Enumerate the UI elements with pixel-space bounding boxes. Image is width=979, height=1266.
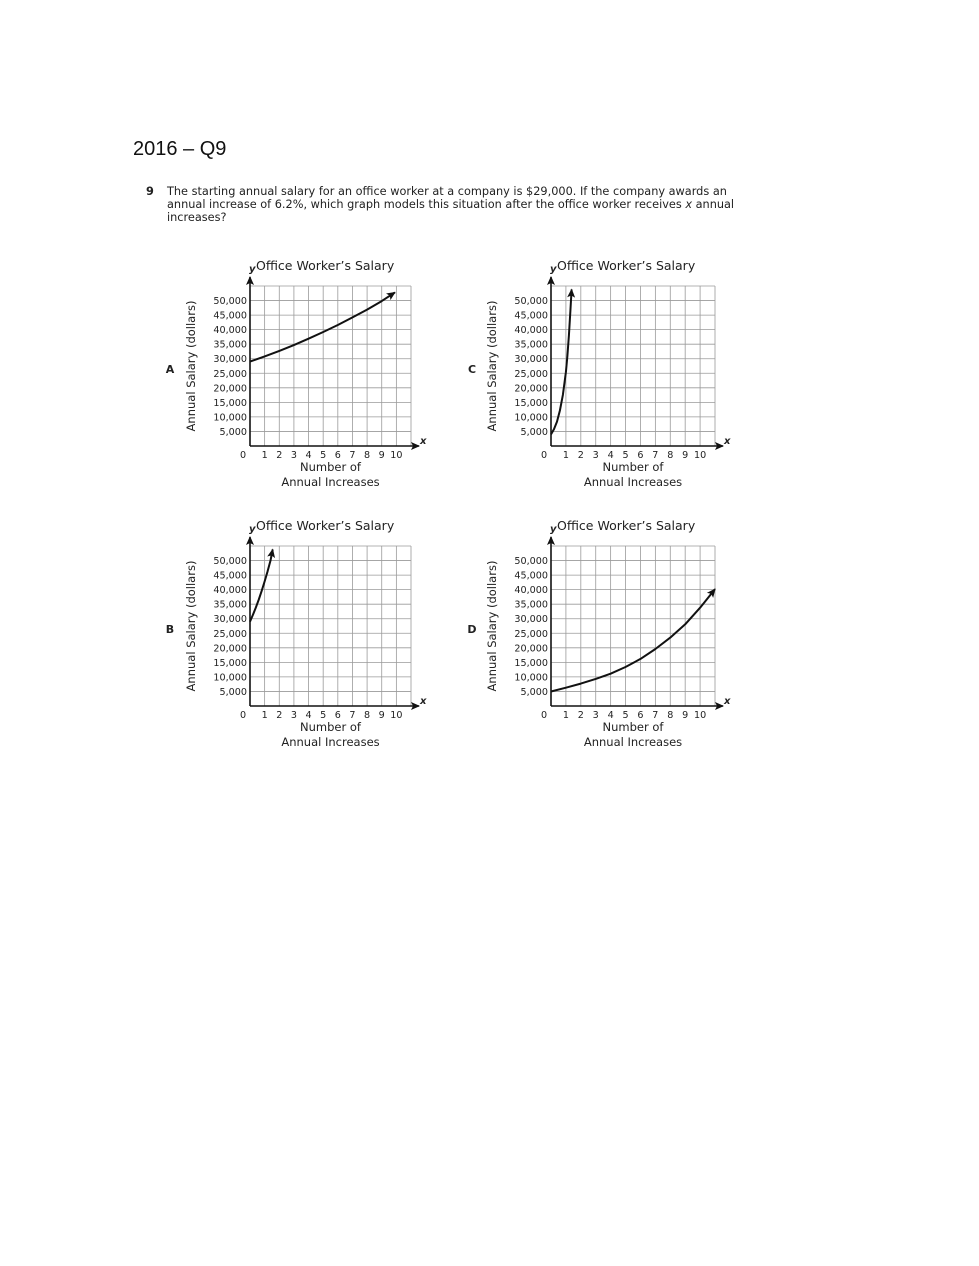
- y-tick-label: 30,000: [213, 354, 247, 366]
- y-tick-label: 40,000: [213, 585, 247, 597]
- x-axis-label: Number of: [602, 460, 664, 474]
- x-axis-variable: x: [724, 696, 731, 707]
- y-axis-variable: y: [550, 264, 557, 275]
- chart-title: Office Worker’s Salary: [557, 518, 696, 533]
- series-curve-a: [250, 292, 395, 361]
- x-tick-label: 6: [637, 450, 644, 461]
- y-tick-label: 5,000: [520, 426, 548, 438]
- x-tick-label: 4: [607, 710, 614, 721]
- x-tick-label: 5: [622, 710, 629, 721]
- x-axis-label: Number of: [602, 720, 664, 734]
- y-tick-label: 15,000: [213, 657, 247, 669]
- choice-letter: B: [165, 623, 175, 636]
- y-tick-label: 40,000: [514, 325, 548, 337]
- origin-label: 0: [540, 710, 548, 721]
- chart-title: Office Worker’s Salary: [256, 258, 395, 273]
- y-tick-label: 50,000: [213, 556, 247, 568]
- y-tick-label: 35,000: [213, 339, 247, 351]
- choice-letter: C: [467, 363, 477, 376]
- y-tick-label: 20,000: [213, 383, 247, 395]
- x-tick-label: 2: [276, 710, 283, 721]
- y-tick-label: 50,000: [514, 556, 548, 568]
- y-tick-label: 10,000: [514, 412, 548, 424]
- x-axis-label: Annual Increases: [281, 475, 380, 489]
- x-tick-label: 9: [682, 450, 689, 461]
- y-tick-label: 45,000: [213, 310, 247, 322]
- x-tick-label: 8: [364, 450, 371, 461]
- y-axis-label: Annual Salary (dollars): [184, 300, 198, 432]
- x-tick-label: 7: [349, 450, 356, 461]
- x-axis-variable: x: [724, 436, 731, 447]
- y-tick-label: 50,000: [514, 296, 548, 308]
- y-tick-label: 25,000: [514, 628, 548, 640]
- x-axis-variable: x: [420, 696, 427, 707]
- x-tick-label: 1: [261, 710, 268, 721]
- question-text-before: The starting annual salary for an office worker at a company is $29,000. If the company awards an annual increase of 6.2%, which graph models this situation after the office worker receives: [167, 185, 727, 211]
- y-axis-variable: y: [249, 264, 256, 275]
- y-tick-label: 35,000: [514, 599, 548, 611]
- x-tick-label: 3: [290, 710, 297, 721]
- x-axis-variable: x: [420, 436, 427, 447]
- y-tick-label: 45,000: [514, 570, 548, 582]
- x-axis-label: Number of: [300, 460, 361, 474]
- origin-label: 0: [239, 710, 247, 721]
- chart-title: Office Worker’s Salary: [557, 258, 696, 273]
- y-tick-label: 35,000: [514, 339, 548, 351]
- chart-d: [467, 518, 731, 749]
- y-tick-label: 5,000: [219, 426, 247, 438]
- x-tick-label: 8: [364, 710, 371, 721]
- x-tick-label: 7: [652, 710, 659, 721]
- chart-title: Office Worker’s Salary: [256, 518, 395, 533]
- y-tick-label: 25,000: [213, 368, 247, 380]
- x-tick-label: 10: [693, 450, 707, 461]
- x-tick-label: 2: [276, 450, 283, 461]
- y-tick-label: 10,000: [213, 412, 247, 424]
- x-axis-label: Annual Increases: [281, 735, 380, 749]
- x-tick-label: 8: [667, 450, 674, 461]
- y-tick-label: 15,000: [213, 397, 247, 409]
- y-tick-label: 40,000: [213, 325, 247, 337]
- y-tick-label: 5,000: [520, 686, 548, 698]
- origin-label: 0: [239, 450, 247, 461]
- x-tick-label: 4: [305, 450, 312, 461]
- x-tick-label: 5: [320, 710, 327, 721]
- y-axis-label: Annual Salary (dollars): [485, 560, 499, 692]
- x-tick-label: 5: [622, 450, 629, 461]
- y-tick-label: 30,000: [213, 614, 247, 626]
- y-tick-label: 45,000: [514, 310, 548, 322]
- x-tick-label: 1: [562, 450, 569, 461]
- y-axis-variable: y: [249, 524, 256, 535]
- x-axis-label: Annual Increases: [583, 735, 683, 749]
- y-tick-label: 25,000: [213, 628, 247, 640]
- series-curve-c: [551, 290, 572, 435]
- y-tick-label: 10,000: [514, 672, 548, 684]
- chart-c: [468, 258, 731, 489]
- x-tick-label: 3: [592, 710, 599, 721]
- page-heading: 2016 – Q9: [133, 138, 227, 160]
- y-axis-label: Annual Salary (dollars): [485, 300, 499, 432]
- x-tick-label: 4: [305, 710, 312, 721]
- y-tick-label: 45,000: [213, 570, 247, 582]
- y-tick-label: 25,000: [514, 368, 548, 380]
- y-tick-label: 20,000: [514, 643, 548, 655]
- x-tick-label: 9: [378, 450, 385, 461]
- origin-label: 0: [540, 450, 548, 461]
- x-axis-label: Annual Increases: [583, 475, 683, 489]
- x-axis-label: Number of: [300, 720, 361, 734]
- x-tick-label: 6: [334, 450, 341, 461]
- x-tick-label: 7: [652, 450, 659, 461]
- chart-b: [166, 518, 427, 749]
- y-tick-label: 5,000: [219, 686, 247, 698]
- y-tick-label: 15,000: [514, 397, 548, 409]
- x-tick-label: 8: [667, 710, 674, 721]
- x-tick-label: 1: [261, 450, 268, 461]
- y-tick-label: 50,000: [213, 296, 247, 308]
- question-text-after: annual increases?: [167, 198, 735, 224]
- x-tick-label: 4: [607, 450, 614, 461]
- y-tick-label: 35,000: [213, 599, 247, 611]
- x-tick-label: 3: [290, 450, 297, 461]
- x-tick-label: 6: [334, 710, 341, 721]
- y-axis-variable: y: [550, 524, 557, 535]
- x-tick-label: 6: [637, 710, 644, 721]
- x-tick-label: 10: [390, 710, 403, 721]
- choice-letter: A: [165, 363, 175, 376]
- x-tick-label: 2: [577, 710, 584, 721]
- x-tick-label: 10: [390, 450, 403, 461]
- y-tick-label: 30,000: [514, 614, 548, 626]
- x-tick-label: 3: [592, 450, 599, 461]
- y-tick-label: 20,000: [514, 383, 548, 395]
- y-tick-label: 30,000: [514, 354, 548, 366]
- x-tick-label: 10: [693, 710, 707, 721]
- x-tick-label: 1: [562, 710, 569, 721]
- question-variable: x: [685, 198, 693, 211]
- choice-letter: D: [467, 623, 477, 636]
- chart-a: [166, 258, 427, 489]
- y-tick-label: 15,000: [514, 657, 548, 669]
- y-tick-label: 40,000: [514, 585, 548, 597]
- y-axis-label: Annual Salary (dollars): [184, 560, 198, 692]
- question-number: 9: [146, 185, 154, 198]
- y-tick-label: 10,000: [213, 672, 247, 684]
- x-tick-label: 9: [378, 710, 385, 721]
- x-tick-label: 7: [349, 710, 356, 721]
- y-tick-label: 20,000: [213, 643, 247, 655]
- x-tick-label: 2: [577, 450, 584, 461]
- x-tick-label: 9: [682, 710, 689, 721]
- x-tick-label: 5: [320, 450, 327, 461]
